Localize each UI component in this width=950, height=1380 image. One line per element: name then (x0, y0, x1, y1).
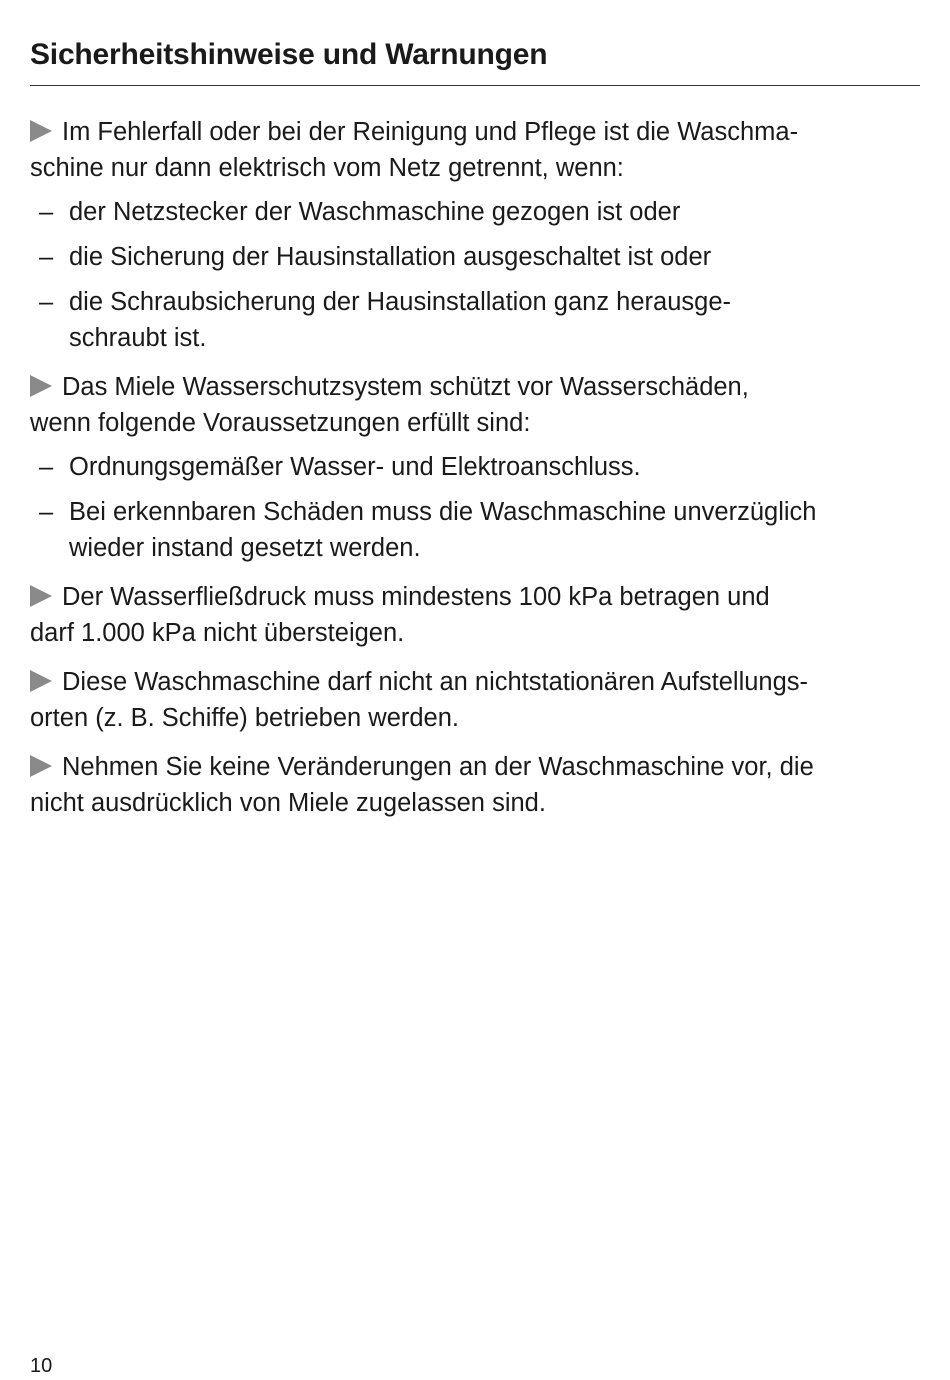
dash-marker: – (39, 498, 54, 526)
safety-note-text (30, 114, 920, 186)
text-line: schraubt ist. (69, 324, 207, 352)
text-line: die Sicherung der Hausinstallation ausgeschaltet ist oder (69, 243, 712, 271)
safety-notes-content (30, 114, 920, 834)
safety-note-text (30, 369, 920, 441)
triangle-right-icon (30, 755, 52, 777)
list-item (30, 449, 920, 485)
dash-marker: – (39, 453, 54, 481)
text-line: der Netzstecker der Waschmaschine gezogen ist oder (69, 198, 681, 226)
triangle-right-icon (30, 375, 52, 397)
text-line: Bei erkennbaren Schäden muss die Waschmaschine unverzüglich (69, 498, 817, 526)
triangle-right-icon (30, 120, 52, 142)
safety-note (30, 749, 920, 821)
safety-note (30, 664, 920, 736)
safety-note (30, 369, 920, 566)
text-line: orten (z. B. Schiffe) betrieben werden. (30, 704, 460, 732)
text-line: wenn folgende Voraussetzungen erfüllt sind: (30, 409, 531, 437)
dash-marker: – (39, 243, 54, 271)
text-line: die Schraubsicherung der Hausinstallation ganz herausge- (69, 288, 731, 316)
safety-note-text (30, 664, 920, 736)
triangle-right-icon (30, 670, 52, 692)
list-item (30, 494, 920, 566)
text-line: Ordnungsgemäßer Wasser- und Elektroanschluss. (69, 453, 641, 481)
page-title: Sicherheitshinweise und Warnungen (30, 38, 548, 71)
text-line: Der Wasserfließdruck muss mindestens 100 kPa betragen und (30, 579, 920, 615)
safety-note-text (30, 579, 920, 651)
safety-note-text (30, 749, 920, 821)
safety-note (30, 579, 920, 651)
list-item (30, 239, 920, 275)
condition-list (30, 194, 920, 356)
triangle-right-icon (30, 585, 52, 607)
dash-marker: – (39, 198, 54, 226)
text-line: schine nur dann elektrisch vom Netz getrennt, wenn: (30, 154, 624, 182)
text-line: Das Miele Wasserschutzsystem schützt vor Wasserschäden, (30, 369, 920, 405)
text-line: Im Fehlerfall oder bei der Reinigung und Pflege ist die Waschma- (30, 114, 920, 150)
list-item (30, 194, 920, 230)
safety-note (30, 114, 920, 356)
text-line: Nehmen Sie keine Veränderungen an der Waschmaschine vor, die (30, 749, 920, 785)
document-page (30, 0, 920, 1380)
text-line: Diese Waschmaschine darf nicht an nichtstationären Aufstellungs- (30, 664, 920, 700)
list-item (30, 284, 920, 356)
text-line: nicht ausdrücklich von Miele zugelassen sind. (30, 789, 546, 817)
dash-marker: – (39, 288, 54, 316)
page-number: 10 (30, 1355, 53, 1377)
condition-list (30, 449, 920, 566)
title-divider (30, 85, 920, 86)
text-line: darf 1.000 kPa nicht übersteigen. (30, 619, 405, 647)
text-line: wieder instand gesetzt werden. (69, 534, 421, 562)
